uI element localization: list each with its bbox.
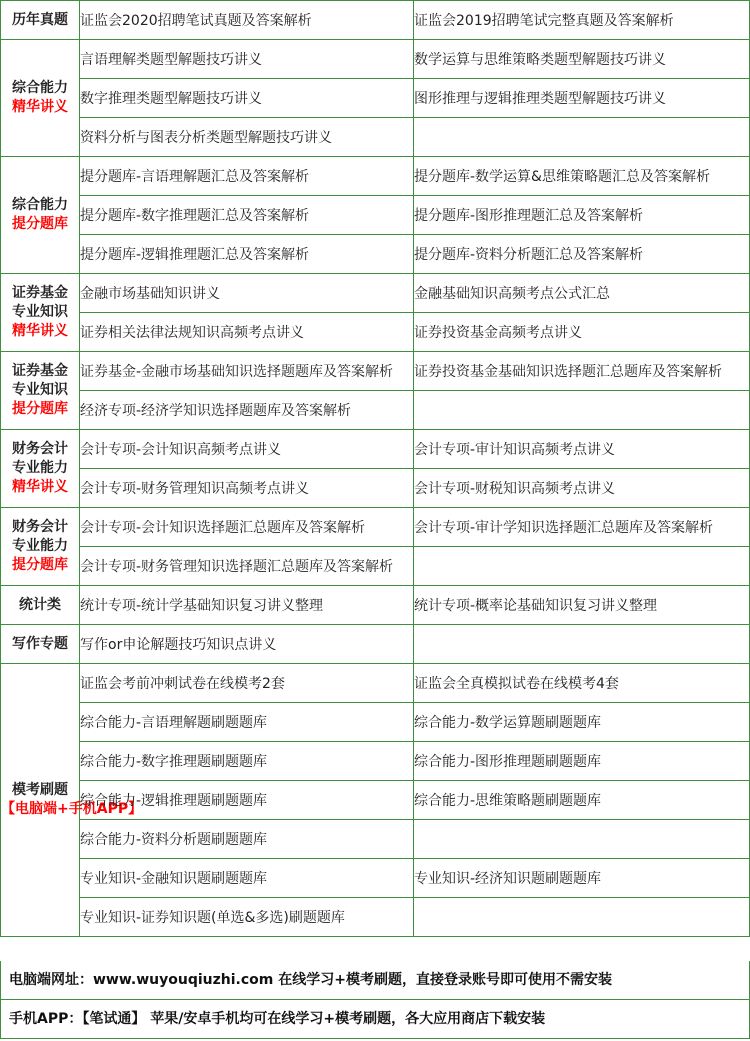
table-row <box>1 820 750 859</box>
resource-item-left[interactable]: 金融市场基础知识讲义 <box>80 274 414 313</box>
table-row <box>1 1 750 40</box>
table-row <box>1 703 750 742</box>
resource-item-left[interactable]: 专业知识-证券知识题(单选&多选)刷题题库 <box>80 898 414 937</box>
table-row <box>1 664 750 703</box>
resource-item-left[interactable]: 会计专项-会计知识选择题汇总题库及答案解析 <box>80 508 414 547</box>
resource-item-right[interactable] <box>414 118 750 157</box>
category-label <box>1 430 80 508</box>
resource-item-right[interactable] <box>414 625 750 664</box>
resource-item-right[interactable]: 专业知识-经济知识题刷题题库 <box>414 859 750 898</box>
category-title-line: 专业能力 <box>12 460 68 476</box>
table-row <box>1 625 750 664</box>
resource-item-left[interactable]: 会计专项-财务管理知识选择题汇总题库及答案解析 <box>80 547 414 586</box>
table-row <box>1 157 750 196</box>
category-label <box>1 352 80 430</box>
category-title-line: 模考刷题 <box>12 782 68 798</box>
category-title-line: 专业能力 <box>12 538 68 554</box>
resource-item-left[interactable]: 统计专项-统计学基础知识复习讲义整理 <box>80 586 414 625</box>
table-row <box>1 898 750 937</box>
resource-item-right[interactable]: 会计专项-审计知识高频考点讲义 <box>414 430 750 469</box>
category-title-line: 财务会计 <box>12 519 68 535</box>
resource-item-right[interactable]: 证券投资基金高频考点讲义 <box>414 313 750 352</box>
resource-item-right[interactable] <box>414 391 750 430</box>
resource-item-right[interactable]: 提分题库-资料分析题汇总及答案解析 <box>414 235 750 274</box>
table-row <box>1 274 750 313</box>
resource-item-left[interactable]: 资料分析与图表分析类题型解题技巧讲义 <box>80 118 414 157</box>
category-accent: 精华讲义 <box>12 323 68 339</box>
category-accent: 精华讲义 <box>12 479 68 495</box>
resource-item-right[interactable]: 图形推理与逻辑推理类题型解题技巧讲义 <box>414 79 750 118</box>
category-title-line: 专业知识 <box>12 382 68 398</box>
table-row <box>1 430 750 469</box>
category-title-line: 证券基金 <box>12 285 68 301</box>
resource-item-right[interactable]: 会计专项-审计学知识选择题汇总题库及答案解析 <box>414 508 750 547</box>
resource-item-right[interactable]: 证监会2019招聘笔试完整真题及答案解析 <box>414 1 750 40</box>
resource-item-right[interactable]: 统计专项-概率论基础知识复习讲义整理 <box>414 586 750 625</box>
category-label <box>1 1 80 40</box>
category-label <box>1 586 80 625</box>
resource-item-right[interactable]: 会计专项-财税知识高频考点讲义 <box>414 469 750 508</box>
resource-item-left[interactable]: 综合能力-资料分析题刷题题库 <box>80 820 414 859</box>
table-row <box>1 742 750 781</box>
table-row <box>1 196 750 235</box>
resource-item-left[interactable]: 综合能力-数字推理题刷题题库 <box>80 742 414 781</box>
resource-item-left[interactable]: 数字推理类题型解题技巧讲义 <box>80 79 414 118</box>
category-title-line: 综合能力 <box>12 80 68 96</box>
category-accent: 【电脑端+手机APP】 <box>1 801 143 817</box>
resource-item-left[interactable]: 证券相关法律法规知识高频考点讲义 <box>80 313 414 352</box>
resource-item-left[interactable]: 证券基金-金融市场基础知识选择题题库及答案解析 <box>80 352 414 391</box>
category-label <box>1 157 80 274</box>
footer-app-info: 手机APP：【笔试通】 苹果/安卓手机均可在线学习+模考刷题，各大应用商店下载安装 <box>0 1000 750 1039</box>
category-label <box>1 40 80 157</box>
table-row <box>1 469 750 508</box>
table-row <box>1 79 750 118</box>
resource-item-right[interactable] <box>414 898 750 937</box>
resource-item-right[interactable] <box>414 547 750 586</box>
resource-item-right[interactable] <box>414 820 750 859</box>
category-accent: 提分题库 <box>12 216 68 232</box>
category-title-line: 综合能力 <box>12 197 68 213</box>
resource-item-left[interactable]: 专业知识-金融知识题刷题题库 <box>80 859 414 898</box>
category-title-line: 证券基金 <box>12 363 68 379</box>
category-title-line: 写作专题 <box>12 635 68 652</box>
resource-item-right[interactable]: 数学运算与思维策略类题型解题技巧讲义 <box>414 40 750 79</box>
table-row <box>1 235 750 274</box>
category-label <box>1 625 80 664</box>
category-title-line: 统计类 <box>19 596 61 613</box>
resource-item-right[interactable]: 证监会全真模拟试卷在线模考4套 <box>414 664 750 703</box>
resource-item-left[interactable]: 会计专项-财务管理知识高频考点讲义 <box>80 469 414 508</box>
resource-item-right[interactable]: 金融基础知识高频考点公式汇总 <box>414 274 750 313</box>
resource-item-right[interactable]: 证券投资基金基础知识选择题汇总题库及答案解析 <box>414 352 750 391</box>
table-row <box>1 547 750 586</box>
table-row <box>1 391 750 430</box>
table-row <box>1 313 750 352</box>
category-accent: 提分题库 <box>12 557 68 573</box>
resource-item-right[interactable]: 提分题库-图形推理题汇总及答案解析 <box>414 196 750 235</box>
resource-item-left[interactable]: 证监会考前冲刺试卷在线模考2套 <box>80 664 414 703</box>
category-title-line: 历年真题 <box>12 11 68 28</box>
resource-item-right[interactable]: 提分题库-数学运算&思维策略题汇总及答案解析 <box>414 157 750 196</box>
category-title-line: 专业知识 <box>12 304 68 320</box>
resource-item-left[interactable]: 证监会2020招聘笔试真题及答案解析 <box>80 1 414 40</box>
resource-item-left[interactable]: 提分题库-逻辑推理题汇总及答案解析 <box>80 235 414 274</box>
table-row <box>1 352 750 391</box>
category-title-line: 财务会计 <box>12 441 68 457</box>
category-accent: 精华讲义 <box>12 99 68 115</box>
table-row <box>1 40 750 79</box>
resource-item-left[interactable]: 提分题库-数字推理题汇总及答案解析 <box>80 196 414 235</box>
footer-web-address: 电脑端网址：www.wuyouqiuzhi.com 在线学习+模考刷题，直接登录账号即可使用不需安装 <box>0 961 750 1000</box>
resource-item-left[interactable]: 言语理解类题型解题技巧讲义 <box>80 40 414 79</box>
resource-item-left[interactable]: 综合能力-言语理解题刷题题库 <box>80 703 414 742</box>
table-row <box>1 859 750 898</box>
category-label <box>1 508 80 586</box>
category-label <box>1 664 143 937</box>
resource-item-left[interactable]: 综合能力-逻辑推理题刷题题库 <box>80 781 414 820</box>
resource-item-left[interactable]: 提分题库-言语理解题汇总及答案解析 <box>80 157 414 196</box>
category-label <box>1 274 80 352</box>
resource-item-left[interactable]: 会计专项-会计知识高频考点讲义 <box>80 430 414 469</box>
resource-item-right[interactable]: 综合能力-图形推理题刷题题库 <box>414 742 750 781</box>
table-row <box>1 118 750 157</box>
resource-item-left[interactable]: 写作or申论解题技巧知识点讲义 <box>80 625 414 664</box>
category-accent: 提分题库 <box>12 401 68 417</box>
table-row <box>1 508 750 547</box>
resource-item-right[interactable]: 综合能力-思维策略题刷题题库 <box>414 781 750 820</box>
resource-item-left[interactable]: 经济专项-经济学知识选择题题库及答案解析 <box>80 391 414 430</box>
table-row <box>1 586 750 625</box>
resource-item-right[interactable]: 综合能力-数学运算题刷题题库 <box>414 703 750 742</box>
